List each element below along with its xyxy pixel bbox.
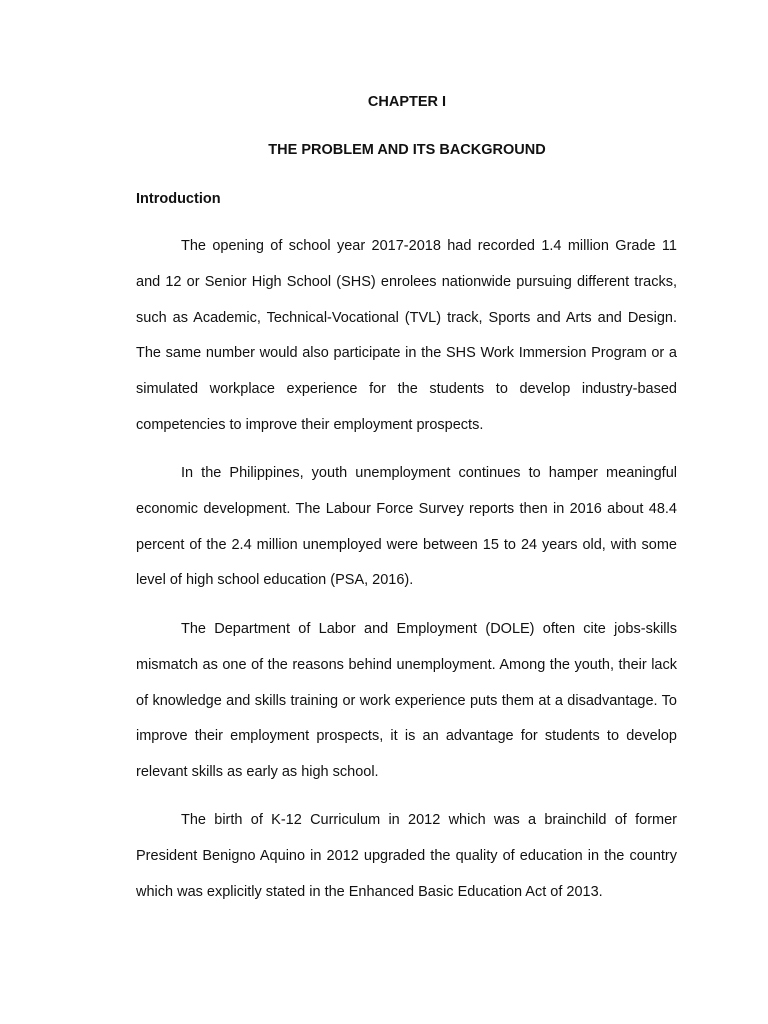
paragraph: The birth of K-12 Curriculum in 2012 which was a brainchild of former President Benigno Aquino in 2012 upgraded the quality of education in the country which was explicitly stated in the Enhanced Basic Education Act of 2013. [136,812,677,900]
paragraph: In the Philippines, youth unemployment continues to hamper meaningful economic development. The Labour Force Survey reports then in 2016 about 48.4 percent of the 2.4 million unemployed were between 15 to 24 years old, with some level of high school education (PSA, 2016). [136,465,677,589]
section-heading: Introduction [136,191,221,207]
chapter-title: THE PROBLEM AND ITS BACKGROUND [268,142,546,158]
paragraph: The Department of Labor and Employment (DOLE) often cite jobs-skills mismatch as one of the reasons behind unemployment. Among the youth, their lack of knowledge and skills training or work experience puts them at a disadvantage. To improve their employment prospects, it is an advantage for students to develop relevant skills as early as high school. [136,621,677,781]
chapter-number: CHAPTER I [367,94,447,110]
paragraph: The opening of school year 2017-2018 had recorded 1.4 million Grade 11 and 12 or Senior High School (SHS) enrolees nationwide pursuing different tracks, such as Academic, Technical-Vocational (TVL) track, Sports and Arts and Design. The same number would also participate in the SHS Work Immersion Program or a simulated workplace experience for the students to develop industry-based competencies to improve their employment prospects. [136,238,677,433]
